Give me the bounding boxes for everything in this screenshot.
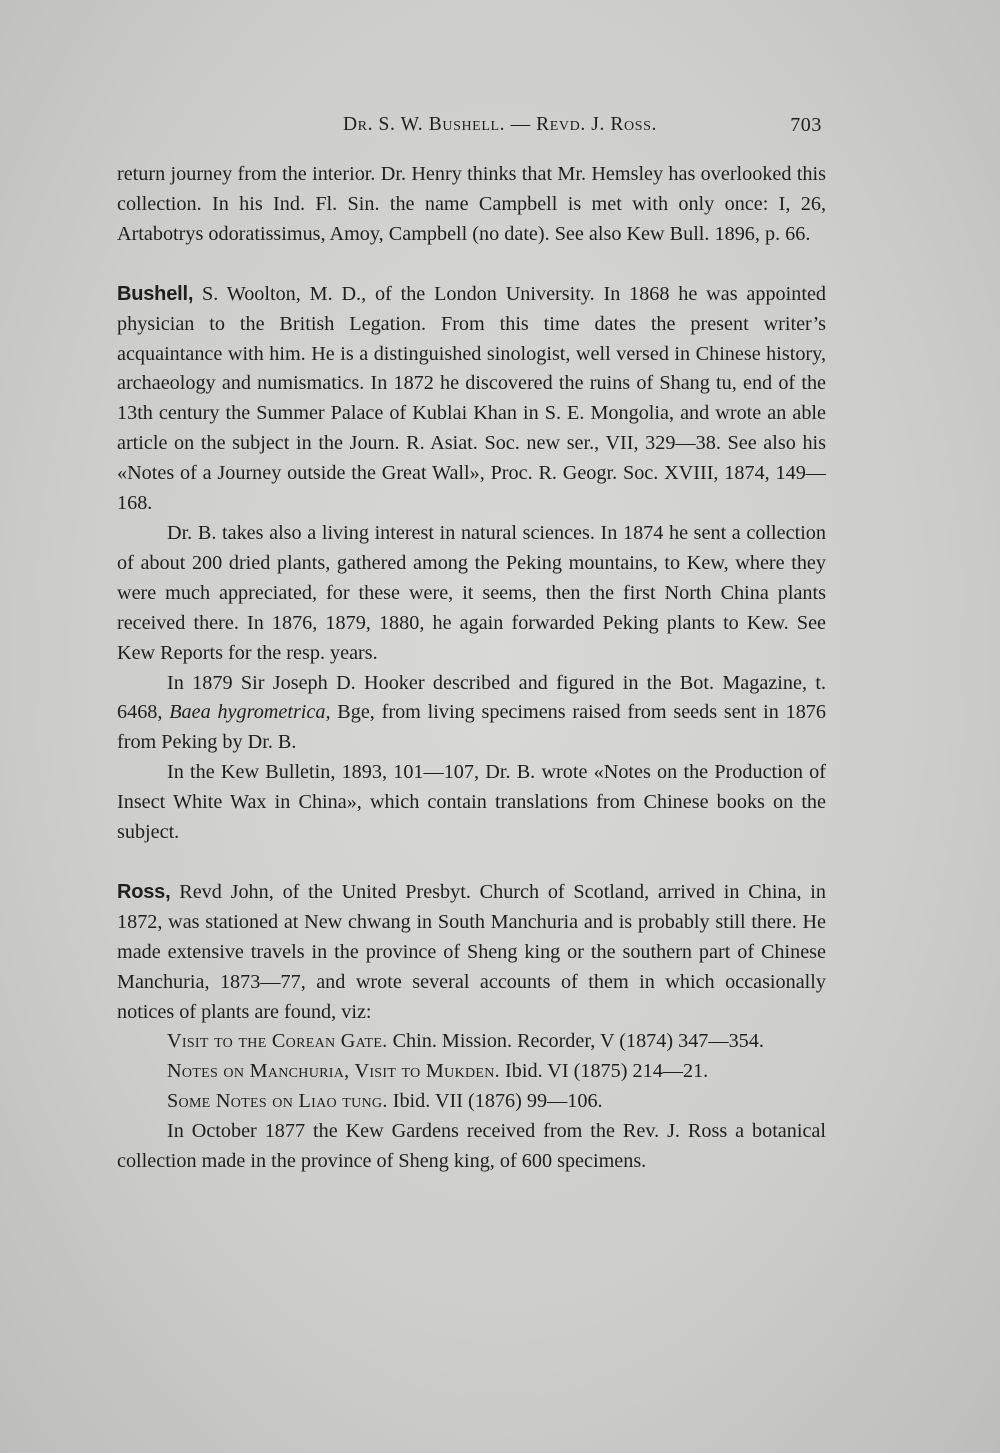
reference-1 <box>117 1027 826 1057</box>
running-title: Dr. S. W. Bushell. — Revd. J. Ross. <box>342 114 657 135</box>
bushell-p3-text-b: Bge, from living specimens raised from seeds sent in 1876 from Peking by Dr. B. <box>117 701 826 754</box>
paragraph-continuation: return journey from the interior. Dr. Henry thinks that Mr. Hemsley has overlooked this collection. In his Ind. Fl. Sin. the name Campbell is met with only once: I, 26, Artabotrys odoratissimus, Amoy, Campbell (no date). See also Kew Bull. 1896, p. 66. <box>117 163 826 245</box>
reference-1-title: Visit to the Corean Gate. <box>167 1030 388 1053</box>
bushell-paragraph-3 <box>117 669 826 759</box>
entry-name-ross: Ross, <box>117 880 171 903</box>
page-header <box>118 114 822 144</box>
reference-1-source: Chin. Mission. Recorder, V (1874) 347—354. <box>387 1030 764 1053</box>
ross-entry <box>117 878 826 1028</box>
reference-3-source: Ibid. VII (1876) 99—106. <box>387 1090 603 1113</box>
reference-2 <box>117 1057 826 1087</box>
bushell-entry <box>117 280 826 519</box>
ross-entry-name-rest: Revd John, <box>170 880 283 903</box>
page-body <box>117 160 826 1177</box>
entry-spacer <box>117 250 826 280</box>
reference-3 <box>117 1087 826 1117</box>
bushell-paragraph-4: In the Kew Bulletin, 1893, 101—107, Dr. B. wrote «Notes on the Production of Insect White Wax in China», which contain translations from Chinese books on the subject. <box>117 761 826 844</box>
bushell-p3-text-a: In 1879 Sir Joseph D. Hooker described and figured in the Bot. Magazine, t. 6468, <box>117 671 826 724</box>
bushell-entry-text: S. Woolton, M. D., of the London University. In 1868 he was appointed physician to the British Legation. From this time dates the present writer’s acquaintance with him. He is a distinguished sinologist, well versed in Chinese history, archaeology and numismatics. In 1872 he discovered the ruins of Shang tu, end of the 13th century the Summer Palace of Kublai Khan in S. E. Mongolia, and wrote an able article on the subject in the Journ. R. Asiat. Soc. new ser., VII, 329—38. See also his «Notes of a Journey outside the Great Wall», Proc. R. Geogr. Soc. XVIII, 1874, 149—168. <box>117 282 826 515</box>
ross-entry-text: of the United Presbyt. Church of Scotland, arrived in China, in 1872, was stationed at New chwang in South Manchuria and is probably still there. He made extensive travels in the province of Sheng king or the southern part of Chinese Manchuria, 1873—77, and wrote several accounts of them in which occasionally notices of plants are found, viz: <box>117 880 827 1023</box>
reference-2-source: Ibid. VI (1875) 214—21. <box>500 1060 709 1083</box>
reference-3-title: Some Notes on Liao tung. <box>167 1090 388 1113</box>
reference-2-title: Notes on Manchuria, Visit to Mukden. <box>167 1060 500 1083</box>
species-name-italic: Baea hygrometrica, <box>169 701 331 724</box>
page-number: 703 <box>790 114 822 136</box>
entry-spacer <box>117 848 826 878</box>
bushell-paragraph-2: Dr. B. takes also a living interest in natural sciences. In 1874 he sent a collection of about 200 dried plants, gathered among the Peking mountains, to Kew, where they were much appreciated, for these were, it seems, then the first North China plants received there. In 1876, 1879, 1880, he again forwarded Peking plants to Kew. See Kew Reports for the resp. years. <box>117 521 826 664</box>
entry-name-bushell: Bushell, <box>117 282 194 305</box>
ross-paragraph-final: In October 1877 the Kew Gardens received from the Rev. J. Ross a botanical collection made in the province of Sheng king, of 600 specimens. <box>117 1120 826 1173</box>
